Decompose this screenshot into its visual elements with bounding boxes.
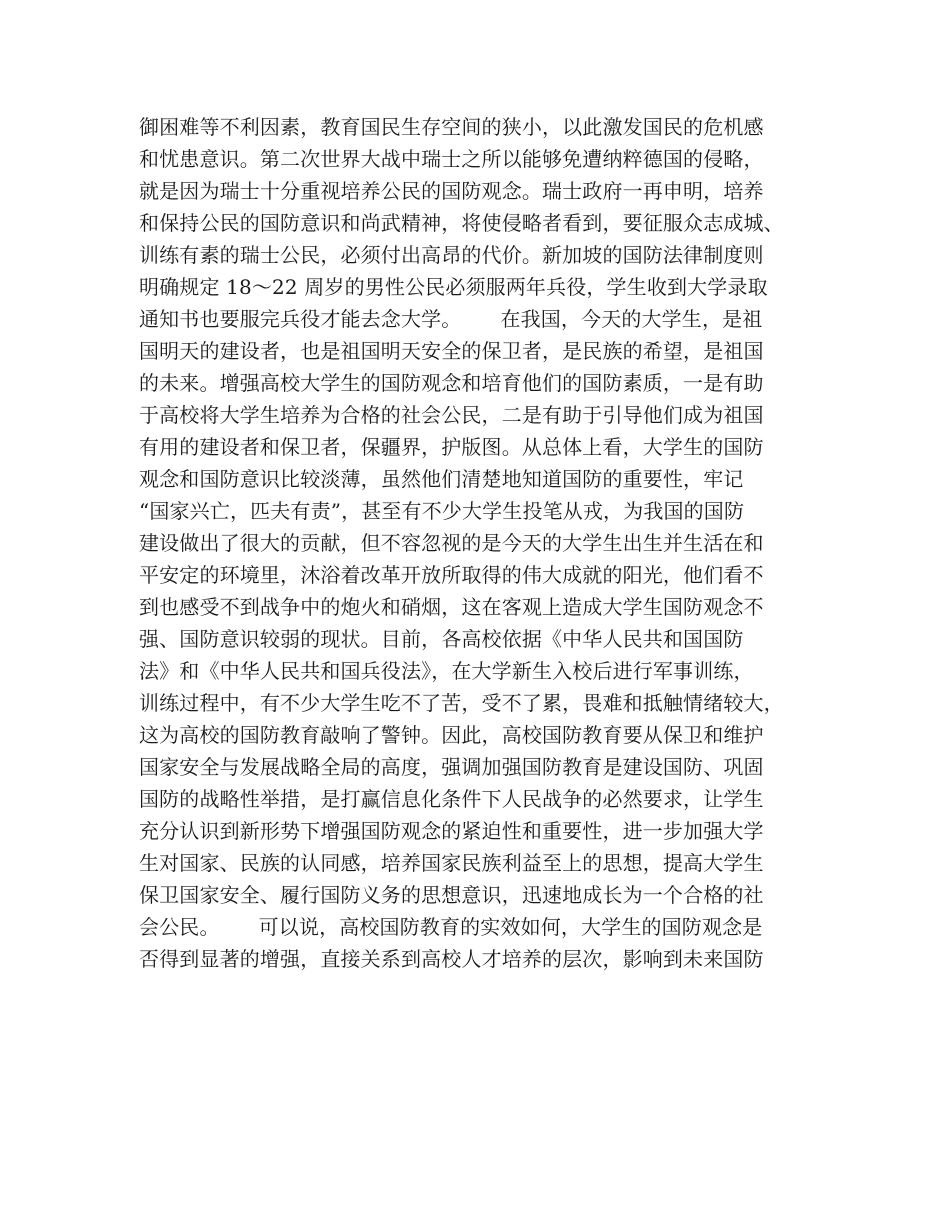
text-line: “国家兴亡，匹夫有责”，甚至有不少大学生投笔从戎，为我国的国防 — [139, 499, 745, 523]
text-line: 御困难等不利因素，教育国民生存空间的狭小，以此激发国民的危机感 — [139, 115, 764, 139]
text-line: 否得到显著的增强，直接关系到高校人才培养的层次，影响到未来国防 — [139, 947, 764, 971]
text-line: 到也感受不到战争中的炮火和硝烟，这在客观上造成大学生国防观念不 — [139, 595, 764, 619]
text-line: 会公民。 可以说，高校国防教育的实效如何，大学生的国防观念是 — [139, 915, 763, 939]
text-line: 建设做出了很大的贡献，但不容忽视的是今天的大学生出生并生活在和 — [139, 531, 764, 555]
text-line: 平安定的环境里，沐浴着改革开放所取得的伟大成就的阳光，他们看不 — [139, 563, 764, 587]
text-line: 国明天的建设者，也是祖国明天安全的保卫者，是民族的希望，是祖国 — [139, 339, 764, 363]
text-line: 强、国防意识较弱的现状。目前，各高校依据《中华人民共和国国防 — [139, 627, 744, 651]
text-line: 和保持公民的国防意识和尚武精神，将使侵略者看到，要征服众志成城、 — [139, 211, 784, 235]
text-line: 通知书也要服完兵役才能去念大学。 在我国，今天的大学生，是祖 — [139, 307, 763, 331]
text-line: 保卫国家安全、履行国防义务的思想意识，迅速地成长为一个合格的社 — [139, 883, 764, 907]
text-line: 国家安全与发展战略全局的高度，强调加强国防教育是建设国防、巩固 — [139, 755, 764, 779]
text-line: 于高校将大学生培养为合格的社会公民，二是有助于引导他们成为祖国 — [139, 403, 764, 427]
text-line: 国防的战略性举措，是打赢信息化条件下人民战争的必然要求，让学生 — [139, 787, 764, 811]
text-line: 明确规定 18～22 周岁的男性公民必须服两年兵役，学生收到大学录取 — [139, 275, 768, 299]
text-line: 观念和国防意识比较淡薄，虽然他们清楚地知道国防的重要性，牢记 — [139, 467, 744, 491]
text-line: 训练过程中，有不少大学生吃不了苦，受不了累，畏难和抵触情绪较大， — [139, 691, 784, 715]
text-line: 法》和《中华人民共和国兵役法》，在大学新生入校后进行军事训练， — [139, 659, 754, 683]
text-line: 和忧患意识。第二次世界大战中瑞士之所以能够免遭纳粹德国的侵略， — [139, 147, 764, 171]
text-line: 充分认识到新形势下增强国防观念的紧迫性和重要性，进一步加强大学 — [139, 819, 764, 843]
text-line: 这为高校的国防教育敲响了警钟。因此，高校国防教育要从保卫和维护 — [139, 723, 764, 747]
body-text — [139, 111, 819, 975]
text-line: 有用的建设者和保卫者，保疆界，护版图。从总体上看，大学生的国防 — [139, 435, 764, 459]
text-line: 就是因为瑞士十分重视培养公民的国防观念。瑞士政府一再申明，培养 — [139, 179, 764, 203]
text-line: 生对国家、民族的认同感，培养国家民族利益至上的思想，提高大学生 — [139, 851, 764, 875]
text-line: 的未来。增强高校大学生的国防观念和培育他们的国防素质，一是有助 — [139, 371, 764, 395]
text-line: 训练有素的瑞士公民，必须付出高昂的代价。新加坡的国防法律制度则 — [139, 243, 764, 267]
